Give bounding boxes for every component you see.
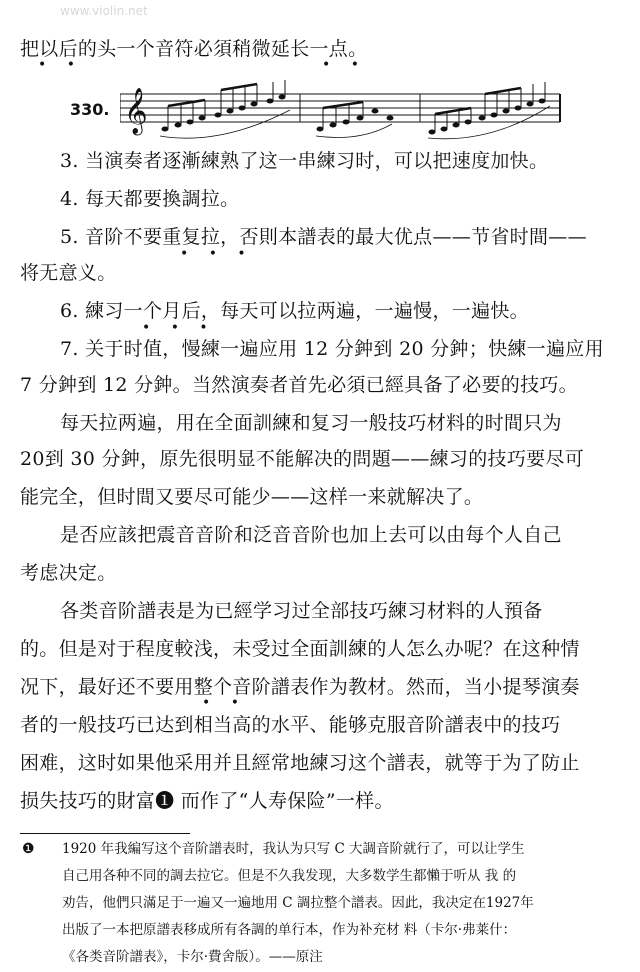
example-number: 330. — [70, 100, 110, 119]
item-7-continuation: 7 分鈡到 12 分鈡。当然演奏者首先必須已經具备了必要的技巧。 — [20, 374, 578, 396]
item-7: 7. 关于时值，慢練一遍应用 12 分鈡到 20 分鈡；快練一遍应用 — [60, 338, 604, 360]
emphasis-dots: • • — [202, 695, 247, 711]
emphasis-dots: • • — [38, 57, 83, 73]
emphasis-dots: • • • — [180, 246, 254, 262]
paragraph-line: 况下，最好还不要用整个音阶譜表作为教材。然而，当小提琴演奏 — [20, 676, 580, 698]
emphasis-dots: • • • — [142, 320, 216, 336]
paragraph-line: 能完全，但时間又要尽可能少——这样一来就解决了。 — [20, 486, 484, 508]
paragraph-line: 损失技巧的財富❶ 而作了“人寿保险”一样。 — [20, 790, 394, 812]
paragraph-line: 是否应該把震音音阶和泛音音阶也加上去可以由每个人自己 — [60, 524, 562, 546]
item-3: 3. 当演奏者逐漸練熟了这一串練习时，可以把速度加快。 — [60, 150, 549, 172]
top-text-line: 把以后的头一个音符必須稍微延长一点。 — [20, 38, 368, 60]
paragraph-line: 的。但是对于程度較浅，未受过全面訓練的人怎么办呢？在这种情 — [20, 638, 580, 660]
music-example — [70, 80, 570, 140]
footnote-rule — [20, 833, 190, 834]
watermark-text: www.violin.net — [60, 4, 148, 18]
music-staff — [120, 80, 570, 142]
item-6: 6. 練习一个月后，每天可以拉两遍，一遍慢，一遍快。 — [60, 300, 529, 322]
paragraph-line: 者的一般技巧已达到相当高的水平、能够克服音阶譜表中的技巧 — [20, 714, 561, 736]
footnote-line: 1920 年我編写这个音阶譜表时，我认为只写 C 大調音阶就行了，可以让学生 — [62, 841, 525, 857]
paragraph-line: 考虑决定。 — [20, 562, 117, 584]
paragraph-line: 20到 30 分鈡，原先很明显不能解决的問題——練习的技巧要尽可 — [20, 448, 585, 470]
footnote-marker: ❶ — [22, 841, 35, 857]
paragraph-line: 各类音阶譜表是为已經学习过全部技巧練习材料的人預备 — [60, 600, 543, 622]
svg-text:𝄞: 𝄞 — [124, 88, 148, 134]
footnote-line: 出版了一本把原譜表移成所有各調的单行本，作为补充材 料（卡尔·弗莱什： — [62, 922, 517, 938]
paragraph-line: 困难，这时如果他采用并且經常地練习这个譜表，就等于为了防止 — [20, 752, 580, 774]
emphasis-dots: • • — [322, 57, 367, 73]
footnote-line: 劝告，他們只滿足于一遍又一遍地用 C 調拉整个譜表。因此，我决定在1927年 — [62, 895, 534, 911]
item-5-continuation: 将无意义。 — [20, 262, 117, 284]
footnote-line: 《各类音阶譜表》，卡尔·費舍版）。——原注 — [62, 949, 323, 965]
item-5: 5. 音阶不要重复拉，否則本譜表的最大优点——节省时間—— — [60, 226, 587, 248]
paragraph-line: 每天拉两遍，用在全面訓練和复习一般技巧材料的时間只为 — [60, 412, 562, 434]
item-4: 4. 每天都要換調拉。 — [60, 188, 240, 210]
footnote-line: 自己用各种不同的調去拉它。但是不久我发现，大多数学生都懶于听从 我 的 — [62, 868, 517, 884]
